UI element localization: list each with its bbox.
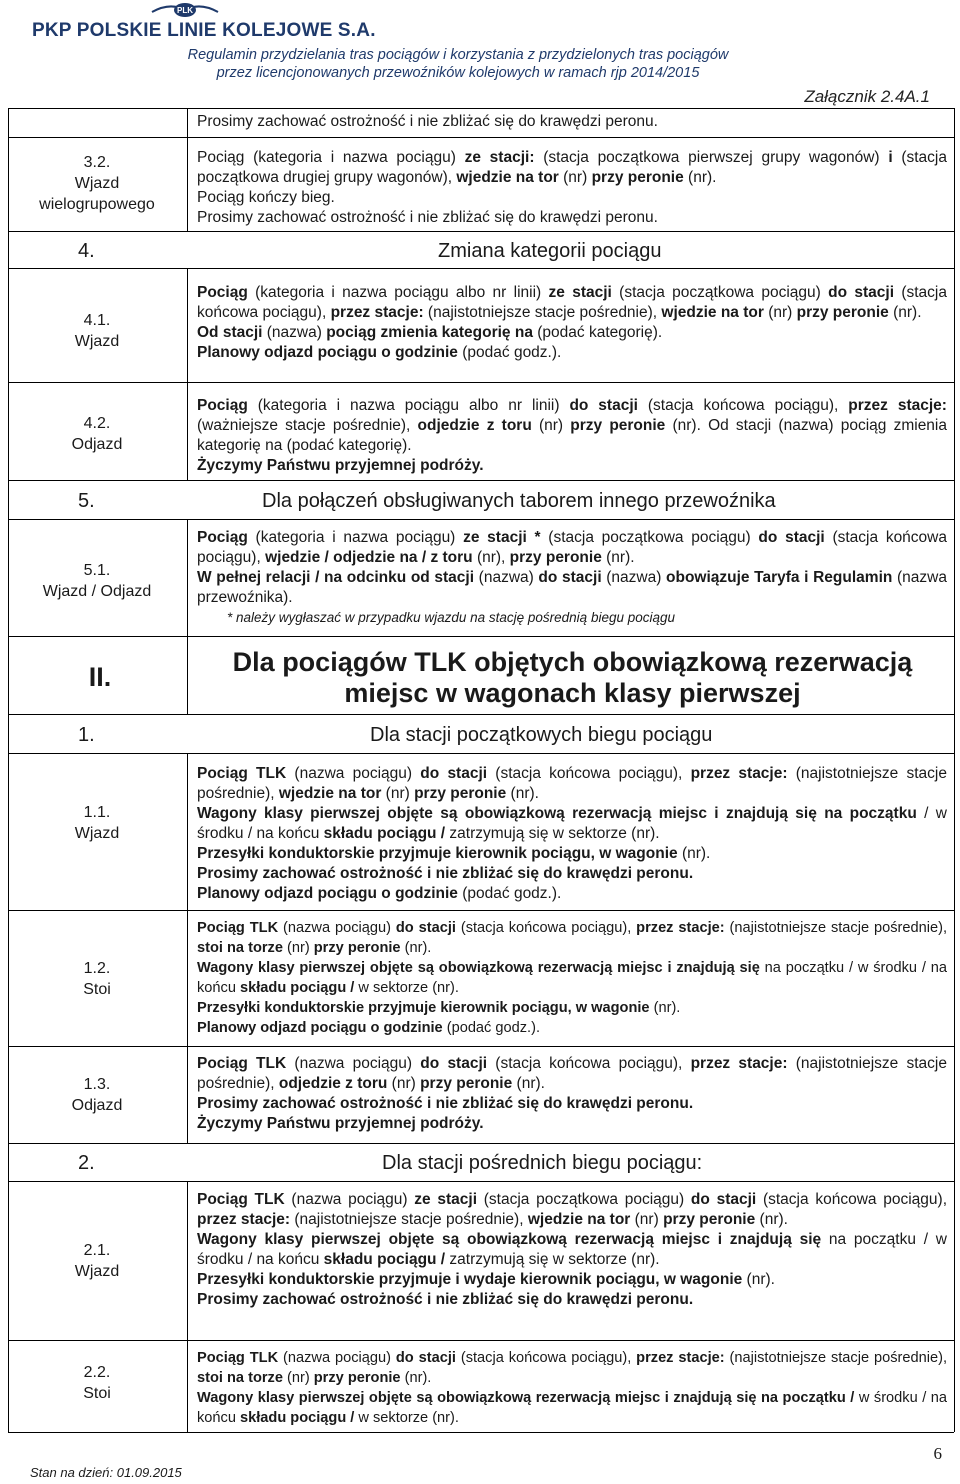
text: do stacji: [569, 397, 638, 414]
rule: [8, 1340, 954, 1341]
text: (najistotniejsze stacje pośrednie),: [724, 920, 947, 936]
announcement-2-1: [197, 1190, 947, 1310]
column-divider: [187, 519, 188, 714]
text: odjedzie z toru: [417, 417, 532, 434]
text: ze stacji: [414, 1191, 478, 1208]
text: (stacja końcowa pociągu),: [637, 397, 849, 414]
page-header: [0, 0, 960, 112]
text: przy peronie: [796, 304, 889, 321]
column-divider: [187, 108, 188, 231]
text: (stacja początkowa drugiej grupy wagonów),: [197, 149, 947, 186]
text: (nazwa pociągu): [278, 1350, 396, 1366]
row-label-2-2: [8, 1362, 186, 1404]
paragraph: [197, 804, 947, 844]
text: (nazwa pociągu): [286, 765, 421, 782]
text: Od stacji: [197, 324, 263, 341]
text: (podać godz.).: [457, 885, 562, 902]
text: Prosimy zachować ostrożność i nie zbliżać się do krawędzi peronu.: [197, 865, 694, 882]
text: (nr). Od stacji (nazwa) pociąg zmienia kategorię na (podać kategorię).: [197, 417, 947, 454]
text: (stacja początkowa pierwszej grupy wagonów): [534, 149, 889, 166]
paragraph: [197, 844, 947, 864]
text: przez stacje:: [690, 1055, 788, 1072]
text: przy peronie: [591, 169, 684, 186]
text: (podać godz.).: [442, 1020, 541, 1036]
text: Wagony klasy pierwszej objęte są obowiązkową rezerwacją miejsc i znajdują się na początku: [197, 805, 917, 822]
paragraph: [197, 343, 947, 363]
text: (nr).: [888, 304, 922, 321]
text: przez stacje:: [330, 304, 424, 321]
paragraph: [197, 148, 947, 188]
section-number: 2.: [78, 1152, 95, 1174]
column-divider: [187, 268, 188, 480]
section-number: 5.: [78, 490, 95, 512]
text: przy peronie: [313, 940, 401, 956]
text: Planowy odjazd pociągu o godzinie: [197, 885, 458, 902]
text: do stacji: [538, 569, 602, 586]
company-logo: [32, 0, 376, 41]
text: (najistotniejsze stacje pośrednie),: [197, 1055, 947, 1092]
text: Pociąg: [197, 529, 248, 546]
paragraph: [197, 1290, 947, 1310]
rule: [8, 910, 954, 911]
text: do stacji: [395, 1350, 456, 1366]
text: (ważniejsze stacje pośrednie),: [197, 417, 418, 434]
label-number: 4.2.: [83, 415, 111, 432]
label-name: Stoi: [83, 981, 111, 998]
text: (nr).: [742, 1271, 775, 1288]
text: Pociąg TLK: [197, 765, 287, 782]
text: Pociąg: [197, 397, 248, 414]
text: (kategoria i nazwa pociągu albo nr linii): [247, 397, 570, 414]
announcement-3-2: [197, 148, 947, 228]
text: przez stacje:: [690, 765, 788, 782]
text: przy peronie: [509, 549, 602, 566]
label-name: Wjazd: [74, 825, 120, 842]
text: (nr): [282, 1370, 314, 1386]
continuation-text: Prosimy zachować ostrożność i nie zbliżać się do krawędzi peronu.: [197, 113, 658, 130]
text: Planowy odjazd pociągu o godzinie: [197, 1020, 443, 1036]
text: (nazwa pociągu): [278, 920, 396, 936]
subtitle-line-1: Regulamin przydzielania tras pociągów i korzystania z przydzielonych tras pociągów: [187, 47, 729, 63]
announcement-1-1: [197, 764, 947, 904]
text: (nr).: [677, 845, 711, 862]
row-label-3-2: [8, 152, 186, 215]
text: zatrzymują się w sektorze (nr).: [445, 1251, 660, 1268]
rule: [8, 268, 954, 269]
label-name: Wjazd / Odjazd: [42, 583, 152, 600]
label-number: 2.1.: [83, 1242, 111, 1259]
paragraph: Pociąg kończy bieg.: [197, 189, 335, 206]
text: (nr): [531, 417, 571, 434]
text: (stacja końcowa pociągu),: [455, 920, 637, 936]
text: / w środku / na końcu: [197, 805, 947, 842]
paragraph: [197, 1348, 947, 1388]
text: do stacji: [758, 529, 825, 546]
text: odjedzie z toru: [278, 1075, 388, 1092]
announcement-4-2: [197, 396, 947, 476]
text: składu pociągu /: [240, 1410, 355, 1426]
label-name: Stoi: [83, 1385, 111, 1402]
text: obowiązuje Taryfa i Regulamin: [666, 569, 893, 586]
paragraph: [197, 1054, 947, 1094]
text: wjedzie / odjedzie na / z toru: [265, 549, 473, 566]
text: (stacja końcowa pociągu),: [455, 1350, 637, 1366]
text: (nr).: [506, 785, 539, 802]
paragraph: [197, 884, 947, 904]
text: (stacja końcowa pociągu),: [197, 529, 947, 566]
text: (nr): [763, 304, 797, 321]
text: (nazwa): [262, 324, 327, 341]
text: Prosimy zachować ostrożność i nie zbliżać się do krawędzi peronu.: [197, 1095, 694, 1112]
rule: [8, 1046, 954, 1047]
part-title-line-1: Dla pociągów TLK objętych obowiązkową rezerwacją: [232, 647, 913, 677]
label-name: Wjazd: [74, 333, 120, 350]
text: składu pociągu /: [240, 980, 355, 996]
text: przez stacje:: [636, 1350, 725, 1366]
label-name: Wjazd: [74, 175, 120, 192]
text: (nr).: [512, 1075, 545, 1092]
row-label-1-3: [8, 1074, 186, 1116]
paragraph: [197, 396, 947, 456]
announcement-5-1: [197, 528, 947, 628]
rule: [8, 753, 954, 754]
row-label-5-1: [8, 560, 186, 602]
footnote: * należy wygłaszać w przypadku wjazdu na stację pośrednią biegu pociągu: [227, 610, 676, 625]
text: (kategoria i nazwa pociągu): [247, 529, 464, 546]
label-name: Odjazd: [71, 1097, 123, 1114]
text: (stacja końcowa pociągu),: [756, 1191, 947, 1208]
text: (nr): [630, 1211, 664, 1228]
section-number: 4.: [78, 240, 95, 262]
text: przy peronie: [420, 1075, 513, 1092]
text: (najistotniejsze stacje pośrednie),: [724, 1350, 947, 1366]
document-subtitle: [148, 46, 768, 82]
text: do stacji: [690, 1191, 757, 1208]
text: Wagony klasy pierwszej objęte są obowiązkową rezerwacją miejsc i znajdują się: [197, 1231, 822, 1248]
text: Planowy odjazd pociągu o godzinie: [197, 344, 458, 361]
text: (stacja końcowa pociągu),: [487, 1055, 691, 1072]
part-title: [195, 647, 950, 709]
label-number: 1.3.: [83, 1076, 111, 1093]
text: (nazwa): [474, 569, 539, 586]
text: (stacja końcowa pociągu),: [197, 284, 947, 321]
text: Życzymy Państwu przyjemnej podróży.: [197, 1115, 484, 1132]
text: Pociąg TLK: [197, 1350, 279, 1366]
table-border-right: [954, 108, 955, 1432]
annex-label: Załącznik 2.4A.1: [804, 87, 930, 106]
text: składu pociągu /: [323, 825, 446, 842]
text: do stacji: [420, 1055, 488, 1072]
paragraph: [197, 283, 947, 323]
text: (nr).: [649, 1000, 681, 1016]
section-title: Zmiana kategorii pociągu: [438, 240, 662, 262]
text: i: [888, 149, 893, 166]
text: (nazwa): [601, 569, 667, 586]
paragraph: [197, 1114, 947, 1134]
rule: [8, 137, 954, 138]
text: (stacja początkowa pociągu): [540, 529, 759, 546]
rule: [8, 1143, 954, 1144]
text: ze stacji: [548, 284, 612, 301]
text: (nazwa pociągu): [284, 1191, 415, 1208]
text: (kategoria i nazwa pociągu albo nr linii): [247, 284, 549, 301]
section-title: Dla stacji początkowych biegu pociągu: [370, 724, 713, 746]
footer-date: Stan na dzień: 01.09.2015: [30, 1465, 182, 1480]
rule: [8, 480, 954, 481]
table-border-left: [8, 108, 9, 1432]
paragraph: [197, 1094, 947, 1114]
text: Pociąg TLK: [197, 1055, 287, 1072]
text: Pociąg (kategoria i nazwa pociągu): [197, 149, 465, 166]
text: przez stacje:: [848, 397, 947, 414]
paragraph: [197, 1018, 947, 1038]
row-label-4-2: [8, 413, 186, 455]
part-number: II.: [88, 662, 112, 692]
paragraph: [197, 958, 947, 998]
text: (stacja końcowa pociągu),: [487, 765, 691, 782]
text: (nr).: [601, 549, 635, 566]
rule: [8, 519, 954, 520]
row-label-2-1: [8, 1240, 186, 1282]
paragraph: [197, 864, 947, 884]
text: do stacji: [828, 284, 895, 301]
emblem-text: PLK: [177, 6, 193, 15]
text: Wagony klasy pierwszej objęte są obowiązkową rezerwacją miejsc i znajdują się na początku /: [197, 1390, 855, 1406]
announcement-2-2: [197, 1348, 947, 1428]
text: ze stacji *: [463, 529, 541, 546]
text: (nr): [381, 785, 415, 802]
paragraph: [197, 528, 947, 568]
company-name: PKP POLSKIE LINIE KOLEJOWE S.A.: [32, 20, 376, 41]
text: w środku / na końcu: [197, 1390, 947, 1426]
row-label-4-1: [8, 310, 186, 352]
rule: [8, 714, 954, 715]
text: wjedzie na tor: [278, 785, 382, 802]
announcement-1-2: [197, 918, 947, 1038]
paragraph: [197, 918, 947, 958]
text: W pełnej relacji / na odcinku od stacji: [197, 569, 475, 586]
text: (nr),: [472, 549, 510, 566]
text: na początku / w środku / na końcu: [197, 1231, 947, 1268]
text: (podać godz.).: [457, 344, 562, 361]
paragraph: [197, 1388, 947, 1428]
paragraph: [197, 568, 947, 608]
text: (najistotniejsze stacje pośrednie),: [197, 765, 947, 802]
rule: [8, 1181, 954, 1182]
paragraph: Prosimy zachować ostrożność i nie zbliżać się do krawędzi peronu.: [197, 209, 658, 226]
text: (nr): [558, 169, 592, 186]
text: stoi na torze: [197, 1370, 283, 1386]
label-number: 2.2.: [83, 1364, 111, 1381]
text: (nr).: [400, 940, 432, 956]
text: (nazwa pociągu): [286, 1055, 421, 1072]
text: na początku / w środku / na końcu: [197, 960, 948, 996]
text: przez stacje:: [636, 920, 725, 936]
paragraph: [197, 1270, 947, 1290]
label-number: 4.1.: [83, 312, 111, 329]
label-name: Wjazd: [74, 1263, 120, 1280]
text: ze stacji:: [464, 149, 535, 166]
text: do stacji: [420, 765, 488, 782]
text: wjedzie na tor: [456, 169, 559, 186]
text: wjedzie na tor: [661, 304, 764, 321]
paragraph: [197, 1190, 947, 1230]
text: do stacji: [395, 920, 456, 936]
page-number: 6: [933, 1444, 942, 1463]
paragraph: [197, 998, 947, 1018]
section-title: Dla połączeń obsługiwanych taborem innego przewoźnika: [262, 490, 776, 512]
paragraph: [197, 1230, 947, 1270]
text: (stacja początkowa pociągu): [611, 284, 829, 301]
text: Pociąg: [197, 284, 248, 301]
label-number: 3.2.: [83, 154, 111, 171]
text: przy peronie: [663, 1211, 756, 1228]
label-number: 1.1.: [83, 804, 111, 821]
rule: [8, 636, 954, 637]
text: Przesyłki konduktorskie przyjmuje kierownik pociągu, w wagonie: [197, 1000, 650, 1016]
text: Przesyłki konduktorskie przyjmuje kierownik pociągu, w wagonie: [197, 845, 678, 862]
label-number: 5.1.: [83, 562, 111, 579]
text: Prosimy zachować ostrożność i nie zbliżać się do krawędzi peronu.: [197, 1291, 694, 1308]
part-title-line-2: miejsc w wagonach klasy pierwszej: [344, 678, 801, 708]
text: (nr).: [755, 1211, 788, 1228]
column-divider: [187, 1181, 188, 1432]
text: (najistotniejsze stacje pośrednie),: [290, 1211, 528, 1228]
text: Życzymy Państwu przyjemnej podróży.: [197, 457, 484, 474]
text: Przesyłki konduktorskie przyjmuje i wydaje kierownik pociągu, w wagonie: [197, 1271, 743, 1288]
paragraph: [197, 323, 947, 343]
text: w sektorze (nr).: [354, 980, 459, 996]
rule: [8, 1432, 954, 1433]
announcement-1-3: [197, 1054, 947, 1134]
text: (stacja początkowa pociągu): [477, 1191, 691, 1208]
text: (najistotniejsze stacje pośrednie),: [423, 304, 662, 321]
rule: [8, 108, 954, 109]
text: (nr): [282, 940, 314, 956]
subtitle-line-2: przez licencjonowanych przewoźników kolejowych w ramach rjp 2014/2015: [216, 65, 700, 81]
announcement-4-1: [197, 283, 947, 363]
text: pociąg zmienia kategorię na: [326, 324, 533, 341]
text: przy peronie: [313, 1370, 401, 1386]
text: (nr).: [400, 1370, 432, 1386]
row-label-1-2: [8, 958, 186, 1000]
text: (nr).: [683, 169, 717, 186]
text: przy peronie: [414, 785, 507, 802]
text: (nazwa przewoźnika).: [197, 569, 947, 606]
label-number: 1.2.: [83, 960, 111, 977]
text: Wagony klasy pierwszej objęte są obowiązkową rezerwacją miejsc i znajdują się: [197, 960, 760, 976]
section-number: 1.: [78, 724, 95, 746]
rule: [8, 382, 954, 383]
text: składu pociągu /: [323, 1251, 446, 1268]
text: (nr): [387, 1075, 421, 1092]
text: Pociąg TLK: [197, 1191, 285, 1208]
text: wjedzie na tor: [527, 1211, 631, 1228]
text: zatrzymują się w sektorze (nr).: [445, 825, 660, 842]
row-label-1-1: [8, 802, 186, 844]
text: przy peronie: [570, 417, 666, 434]
section-title: Dla stacji pośrednich biegu pociągu:: [382, 1152, 703, 1174]
text: przez stacje:: [197, 1211, 291, 1228]
column-divider: [187, 753, 188, 1143]
plk-emblem-icon: [150, 0, 220, 20]
rule: [8, 231, 954, 232]
label-name: wielogrupowego: [39, 196, 155, 213]
text: Pociąg TLK: [197, 920, 279, 936]
text: stoi na torze: [197, 940, 283, 956]
paragraph: [197, 456, 947, 476]
text: (podać kategorię).: [532, 324, 663, 341]
text: w sektorze (nr).: [354, 1410, 459, 1426]
label-name: Odjazd: [71, 436, 123, 453]
paragraph: [197, 764, 947, 804]
